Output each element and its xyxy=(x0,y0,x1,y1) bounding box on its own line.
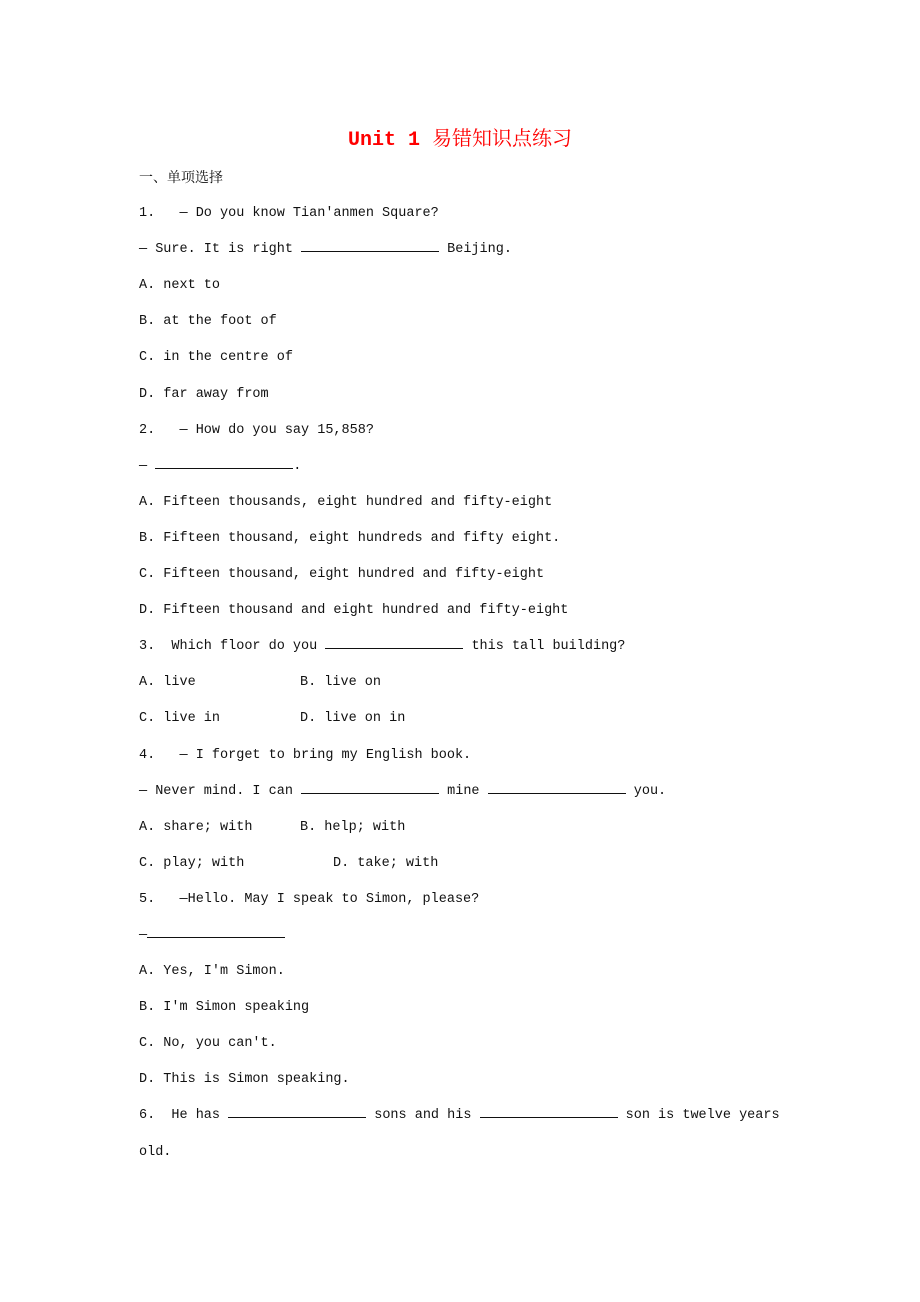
q5-reply xyxy=(139,918,799,954)
answer-blank xyxy=(155,456,293,469)
answer-blank xyxy=(228,1105,366,1118)
text: sons and his xyxy=(366,1108,480,1124)
answer-blank xyxy=(147,925,285,938)
q4-option-a: A. share; with xyxy=(139,819,253,835)
text: 3. Which floor do you xyxy=(139,639,326,655)
q4-option-c: C. play; with xyxy=(139,855,245,871)
title-cn: 易错知识点练习 xyxy=(432,126,572,150)
q5-option-a: A. Yes, I'm Simon. xyxy=(139,964,285,980)
q1-option-b: B. at the foot of xyxy=(139,314,277,330)
q2-reply xyxy=(139,449,799,485)
q4-stem: 4. — I forget to bring my English book. xyxy=(139,747,472,763)
text: . xyxy=(293,458,302,474)
q4-option-d: D. take; with xyxy=(333,855,439,871)
q5-option-d: D. This is Simon speaking. xyxy=(139,1072,350,1088)
answer-blank xyxy=(301,239,439,252)
q4-options-row1 xyxy=(139,810,799,846)
text: 6. He has xyxy=(139,1108,229,1124)
page-title xyxy=(0,122,920,152)
exercise-body xyxy=(139,160,799,1171)
q1-option-d: D. far away from xyxy=(139,386,269,402)
section-heading: 一、单项选择 xyxy=(139,170,223,186)
text: mine xyxy=(439,783,488,799)
answer-blank xyxy=(301,781,439,794)
q4-options-row2 xyxy=(139,846,799,882)
text: this tall building? xyxy=(463,639,626,655)
q4-option-b: B. help; with xyxy=(300,819,406,835)
answer-blank xyxy=(325,636,463,649)
q3-stem xyxy=(139,629,799,665)
q4-reply xyxy=(139,774,799,810)
q6-stem-cont: old. xyxy=(139,1144,172,1160)
q1-option-c: C. in the centre of xyxy=(139,350,293,366)
q3-options-row2 xyxy=(139,701,799,737)
answer-blank xyxy=(480,1105,618,1118)
text: Beijing. xyxy=(439,242,512,258)
q5-stem: 5. —Hello. May I speak to Simon, please? xyxy=(139,891,480,907)
title-unit: Unit 1 xyxy=(347,129,432,152)
text: — xyxy=(139,458,156,474)
text: you. xyxy=(625,783,667,799)
q3-option-a: A. live xyxy=(139,675,196,691)
q5-option-b: B. I'm Simon speaking xyxy=(139,1000,310,1016)
q5-option-c: C. No, you can't. xyxy=(139,1036,277,1052)
answer-blank xyxy=(488,781,626,794)
text: — xyxy=(139,927,148,943)
q3-option-d: D. live on in xyxy=(300,711,406,727)
q2-option-c: C. Fifteen thousand, eight hundred and fifty-eight xyxy=(139,567,545,583)
q6-stem xyxy=(139,1098,799,1134)
text: — Sure. It is right xyxy=(139,242,302,258)
q2-option-a: A. Fifteen thousands, eight hundred and fifty-eight xyxy=(139,494,553,510)
text: son is twelve years xyxy=(617,1108,780,1124)
q3-options-row1 xyxy=(139,665,799,701)
q3-option-b: B. live on xyxy=(300,675,382,691)
q3-option-c: C. live in xyxy=(139,711,221,727)
q1-stem: 1. — Do you know Tian'anmen Square? xyxy=(139,206,439,222)
q1-option-a: A. next to xyxy=(139,278,221,294)
q1-reply xyxy=(139,232,799,268)
q2-stem: 2. — How do you say 15,858? xyxy=(139,422,374,438)
q2-option-b: B. Fifteen thousand, eight hundreds and fifty eight. xyxy=(139,530,561,546)
q2-option-d: D. Fifteen thousand and eight hundred and fifty-eight xyxy=(139,603,569,619)
text: — Never mind. I can xyxy=(139,783,302,799)
